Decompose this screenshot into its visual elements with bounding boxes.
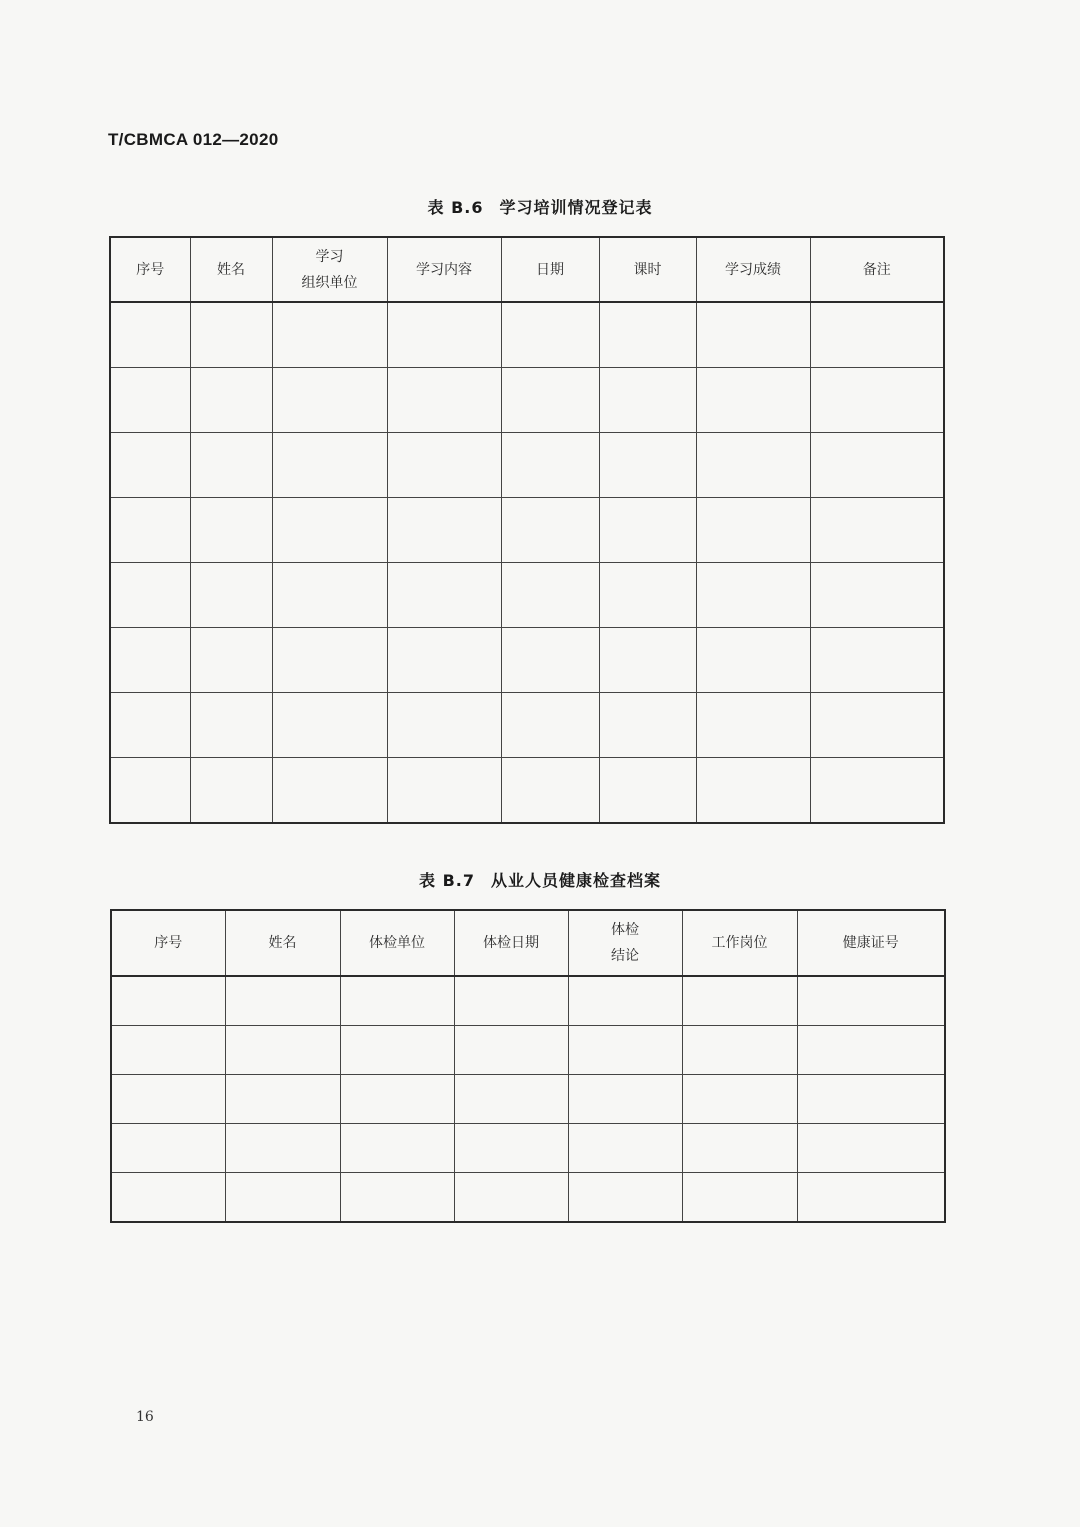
table-b7-blank-cell <box>797 1173 945 1223</box>
page-number: 16 <box>136 1409 154 1425</box>
table-b7-blank-cell <box>340 1026 454 1075</box>
training-registration-table <box>109 236 945 824</box>
table-row <box>110 498 944 563</box>
table-row <box>110 368 944 433</box>
table-b6-blank-cell <box>810 433 944 498</box>
table-row <box>111 1075 945 1124</box>
table-b7-col-health-cert: 健康证号 <box>797 910 945 976</box>
table-b6-blank-cell <box>696 433 810 498</box>
table-b7-blank-cell <box>682 976 797 1026</box>
table-b7-blank-cell <box>797 1075 945 1124</box>
table-b6-blank-cell <box>190 563 272 628</box>
table-b7-col-exam-unit: 体检单位 <box>340 910 454 976</box>
table-b7-blank-cell <box>454 976 568 1026</box>
table-b7-blank-cell <box>797 976 945 1026</box>
table-b6-blank-cell <box>599 693 696 758</box>
table-b6-blank-cell <box>599 302 696 368</box>
table-row <box>110 693 944 758</box>
table-b6-blank-cell <box>696 368 810 433</box>
table-b7-blank-cell <box>340 976 454 1026</box>
table-b6-blank-cell <box>190 498 272 563</box>
table-b6-blank-cell <box>272 628 387 693</box>
table-b7-number: 表 B.7 <box>419 871 475 890</box>
table-b6-blank-cell <box>110 368 190 433</box>
table-b6-blank-cell <box>387 498 501 563</box>
table-b6-blank-cell <box>696 693 810 758</box>
health-check-record-table <box>110 909 946 1223</box>
table-b7-col-exam-result: 体检 结论 <box>568 910 682 976</box>
table-b6-blank-cell <box>810 758 944 824</box>
table-b6-blank-cell <box>696 498 810 563</box>
table-b7-blank-cell <box>454 1124 568 1173</box>
table-b7-blank-cell <box>797 1124 945 1173</box>
table-b6-blank-cell <box>190 693 272 758</box>
table-b6-blank-cell <box>272 433 387 498</box>
table-b7-blank-cell <box>568 976 682 1026</box>
table-b6-blank-cell <box>599 628 696 693</box>
table-b6-col-score: 学习成绩 <box>696 237 810 302</box>
table-b6-blank-cell <box>387 628 501 693</box>
table-b6-blank-cell <box>387 563 501 628</box>
table-b7-blank-cell <box>225 1124 340 1173</box>
table-b7-blank-cell <box>225 1026 340 1075</box>
table-b6-blank-cell <box>272 498 387 563</box>
table-b7-blank-cell <box>682 1075 797 1124</box>
table-b6-blank-cell <box>387 368 501 433</box>
table-b6-blank-cell <box>810 302 944 368</box>
table-b7-blank-cell <box>454 1173 568 1223</box>
table-b7-blank-cell <box>682 1026 797 1075</box>
table-b6-blank-cell <box>501 302 599 368</box>
table-b7-blank-cell <box>111 1026 225 1075</box>
table-b6-blank-cell <box>110 433 190 498</box>
table-b6-blank-cell <box>190 368 272 433</box>
table-b7-blank-cell <box>111 1173 225 1223</box>
table-b6-blank-cell <box>810 368 944 433</box>
table-b7-blank-cell <box>568 1173 682 1223</box>
table-b6-blank-cell <box>599 563 696 628</box>
table-b7-caption <box>0 868 1080 891</box>
table-b6-blank-cell <box>501 368 599 433</box>
table-row <box>110 758 944 824</box>
table-b6-blank-cell <box>599 498 696 563</box>
table-b6-blank-cell <box>810 563 944 628</box>
table-row <box>110 302 944 368</box>
table-b6-header-row <box>110 237 944 302</box>
table-b6-blank-cell <box>696 302 810 368</box>
table-row <box>110 433 944 498</box>
table-row <box>110 563 944 628</box>
table-b7-blank-cell <box>568 1075 682 1124</box>
table-b6-blank-cell <box>110 758 190 824</box>
table-row <box>110 628 944 693</box>
document-code: T/CBMCA 012—2020 <box>108 130 279 149</box>
table-b6-blank-cell <box>387 693 501 758</box>
table-b7-col-name: 姓名 <box>225 910 340 976</box>
table-b7-blank-cell <box>225 1173 340 1223</box>
table-b6-blank-cell <box>110 693 190 758</box>
table-b6-title: 学习培训情况登记表 <box>499 198 653 217</box>
table-b7-col-exam-date: 体检日期 <box>454 910 568 976</box>
table-b7-col-index: 序号 <box>111 910 225 976</box>
table-b7-blank-cell <box>225 976 340 1026</box>
table-b6-blank-cell <box>387 433 501 498</box>
table-b6-blank-cell <box>387 758 501 824</box>
table-b6-blank-cell <box>272 563 387 628</box>
table-b7-blank-cell <box>682 1173 797 1223</box>
table-b6-blank-cell <box>272 302 387 368</box>
table-b6-blank-cell <box>501 628 599 693</box>
table-b6-blank-cell <box>110 563 190 628</box>
table-b6-blank-cell <box>501 758 599 824</box>
table-row <box>111 1173 945 1223</box>
table-b6-blank-cell <box>696 628 810 693</box>
table-b6-blank-cell <box>696 563 810 628</box>
table-b7-body <box>111 976 945 1222</box>
table-b6-blank-cell <box>599 758 696 824</box>
table-b6-col-name: 姓名 <box>190 237 272 302</box>
table-b6-col-organizer: 学习 组织单位 <box>272 237 387 302</box>
table-b6-number: 表 B.6 <box>427 198 484 217</box>
table-b7-title: 从业人员健康检查档案 <box>490 871 661 890</box>
table-b6-blank-cell <box>272 758 387 824</box>
table-b6-blank-cell <box>501 693 599 758</box>
table-b6-col-index: 序号 <box>110 237 190 302</box>
table-b7-blank-cell <box>111 1075 225 1124</box>
table-b6-col-hours: 课时 <box>599 237 696 302</box>
table-b6-col-remarks: 备注 <box>810 237 944 302</box>
table-b6-blank-cell <box>190 758 272 824</box>
table-b7-blank-cell <box>340 1173 454 1223</box>
table-b7-blank-cell <box>111 976 225 1026</box>
table-b6-blank-cell <box>599 368 696 433</box>
table-b6-col-content: 学习内容 <box>387 237 501 302</box>
table-row <box>111 1026 945 1075</box>
table-b6-blank-cell <box>501 433 599 498</box>
table-b7-blank-cell <box>682 1124 797 1173</box>
table-b7-blank-cell <box>225 1075 340 1124</box>
table-b7-blank-cell <box>454 1075 568 1124</box>
table-b7-blank-cell <box>454 1026 568 1075</box>
table-b7-blank-cell <box>568 1124 682 1173</box>
table-b7-col-position: 工作岗位 <box>682 910 797 976</box>
table-b6-col-date: 日期 <box>501 237 599 302</box>
table-b6-caption <box>0 195 1080 218</box>
table-b7-blank-cell <box>568 1026 682 1075</box>
table-row <box>111 1124 945 1173</box>
table-b6-blank-cell <box>810 693 944 758</box>
table-b7-header-row <box>111 910 945 976</box>
table-b6-body <box>110 302 944 823</box>
table-b6-blank-cell <box>810 498 944 563</box>
table-b6-blank-cell <box>272 368 387 433</box>
table-b6-blank-cell <box>696 758 810 824</box>
table-b7-blank-cell <box>797 1026 945 1075</box>
table-b6-blank-cell <box>110 498 190 563</box>
table-row <box>111 976 945 1026</box>
table-b7-blank-cell <box>340 1075 454 1124</box>
table-b7-blank-cell <box>340 1124 454 1173</box>
table-b6-blank-cell <box>190 628 272 693</box>
table-b6-blank-cell <box>272 693 387 758</box>
table-b6-blank-cell <box>110 628 190 693</box>
table-b6-blank-cell <box>501 498 599 563</box>
table-b6-blank-cell <box>599 433 696 498</box>
table-b6-blank-cell <box>190 433 272 498</box>
table-b6-blank-cell <box>110 302 190 368</box>
table-b7-blank-cell <box>111 1124 225 1173</box>
table-b6-blank-cell <box>810 628 944 693</box>
table-b6-blank-cell <box>190 302 272 368</box>
table-b6-blank-cell <box>387 302 501 368</box>
table-b6-blank-cell <box>501 563 599 628</box>
